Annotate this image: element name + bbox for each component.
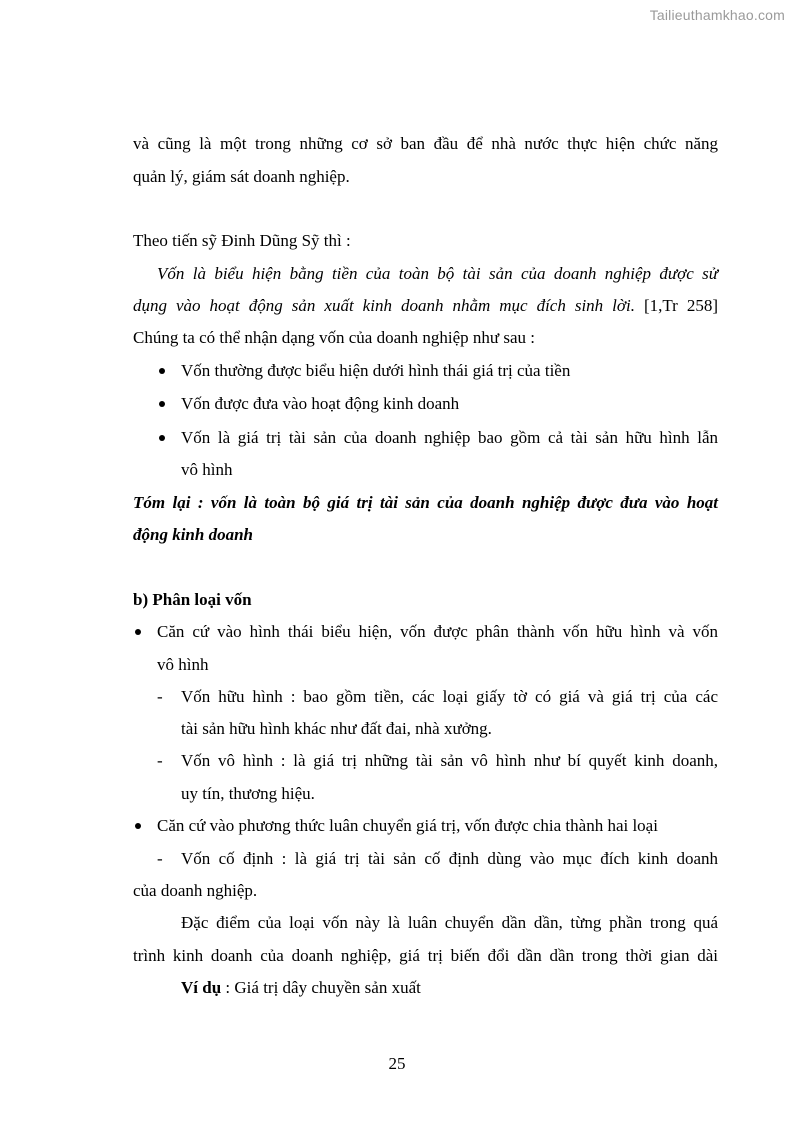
sub-item-continuation: uy tín, thương hiệu. xyxy=(181,784,315,803)
paragraph-line: và cũng là một trong những cơ sở ban đầu để nhà nước thực hiện chức năng xyxy=(133,134,718,153)
sub-item: Vốn vô hình : là giá trị những tài sản vô hình như bí quyết kinh doanh, xyxy=(181,751,718,770)
dash-marker: - xyxy=(157,849,163,868)
example-label: Ví dụ xyxy=(181,978,222,997)
list-item-continuation: vô hình xyxy=(181,460,233,479)
list-item: Vốn thường được biểu hiện dưới hình thái giá trị của tiền xyxy=(181,361,571,380)
paragraph-line: quản lý, giám sát doanh nghiệp. xyxy=(133,167,350,186)
quote-line xyxy=(133,296,718,316)
list-item: Vốn được đưa vào hoạt động kinh doanh xyxy=(181,394,460,413)
list-item: Căn cứ vào hình thái biểu hiện, vốn được phân thành vốn hữu hình và vốn xyxy=(157,622,718,641)
example-text: : Giá trị dây chuyền sản xuất xyxy=(221,978,421,997)
bullet-icon xyxy=(135,629,141,635)
dash-marker: - xyxy=(157,687,163,706)
quote-line: Vốn là biểu hiện bằng tiền của toàn bộ tài sản của doanh nghiệp được sử xyxy=(157,264,718,283)
summary-line: động kinh doanh xyxy=(133,525,253,544)
bullet-icon xyxy=(135,823,141,829)
summary-line: Tóm lại : vốn là toàn bộ giá trị tài sản của doanh nghiệp được đưa vào hoạt xyxy=(133,493,718,512)
dash-marker: - xyxy=(157,751,163,770)
bullet-icon xyxy=(159,368,165,374)
sub-item-continuation: của doanh nghiệp. xyxy=(133,881,258,900)
quote-text: dụng vào hoạt động sản xuất kinh doanh nhằm mục đích sinh lời. xyxy=(133,296,635,315)
sub-item: Vốn cố định : là giá trị tài sản cố định dùng vào mục đích kinh doanh xyxy=(181,849,718,868)
intro-line: Theo tiến sỹ Đinh Dũng Sỹ thì : xyxy=(133,231,351,250)
citation: [1,Tr 258] xyxy=(634,296,718,315)
example-line xyxy=(181,978,421,998)
bullet-icon xyxy=(159,401,165,407)
paragraph-line: Đặc điểm của loại vốn này là luân chuyển dần dần, từng phần trong quá xyxy=(181,913,718,932)
list-item: Căn cứ vào phương thức luân chuyển giá trị, vốn được chia thành hai loại xyxy=(157,816,658,835)
bullet-icon xyxy=(159,435,165,441)
list-item: Vốn là giá trị tài sản của doanh nghiệp bao gồm cả tài sản hữu hình lẫn xyxy=(181,428,718,447)
page-number: 25 xyxy=(388,1054,406,1073)
paragraph-line: trình kinh doanh của doanh nghiệp, giá trị biến đổi dần dần trong thời gian dài xyxy=(133,946,718,965)
sub-item: Vốn hữu hình : bao gồm tiền, các loại giấy tờ có giá và giá trị của các xyxy=(181,687,718,706)
sub-item-continuation: tài sản hữu hình khác như đất đai, nhà xưởng. xyxy=(181,719,492,738)
list-item-continuation: vô hình xyxy=(157,655,209,674)
identify-line: Chúng ta có thể nhận dạng vốn của doanh nghiệp như sau : xyxy=(133,328,536,347)
watermark: Tailieuthamkhao.com xyxy=(649,7,785,23)
section-heading: b) Phân loại vốn xyxy=(133,590,252,609)
